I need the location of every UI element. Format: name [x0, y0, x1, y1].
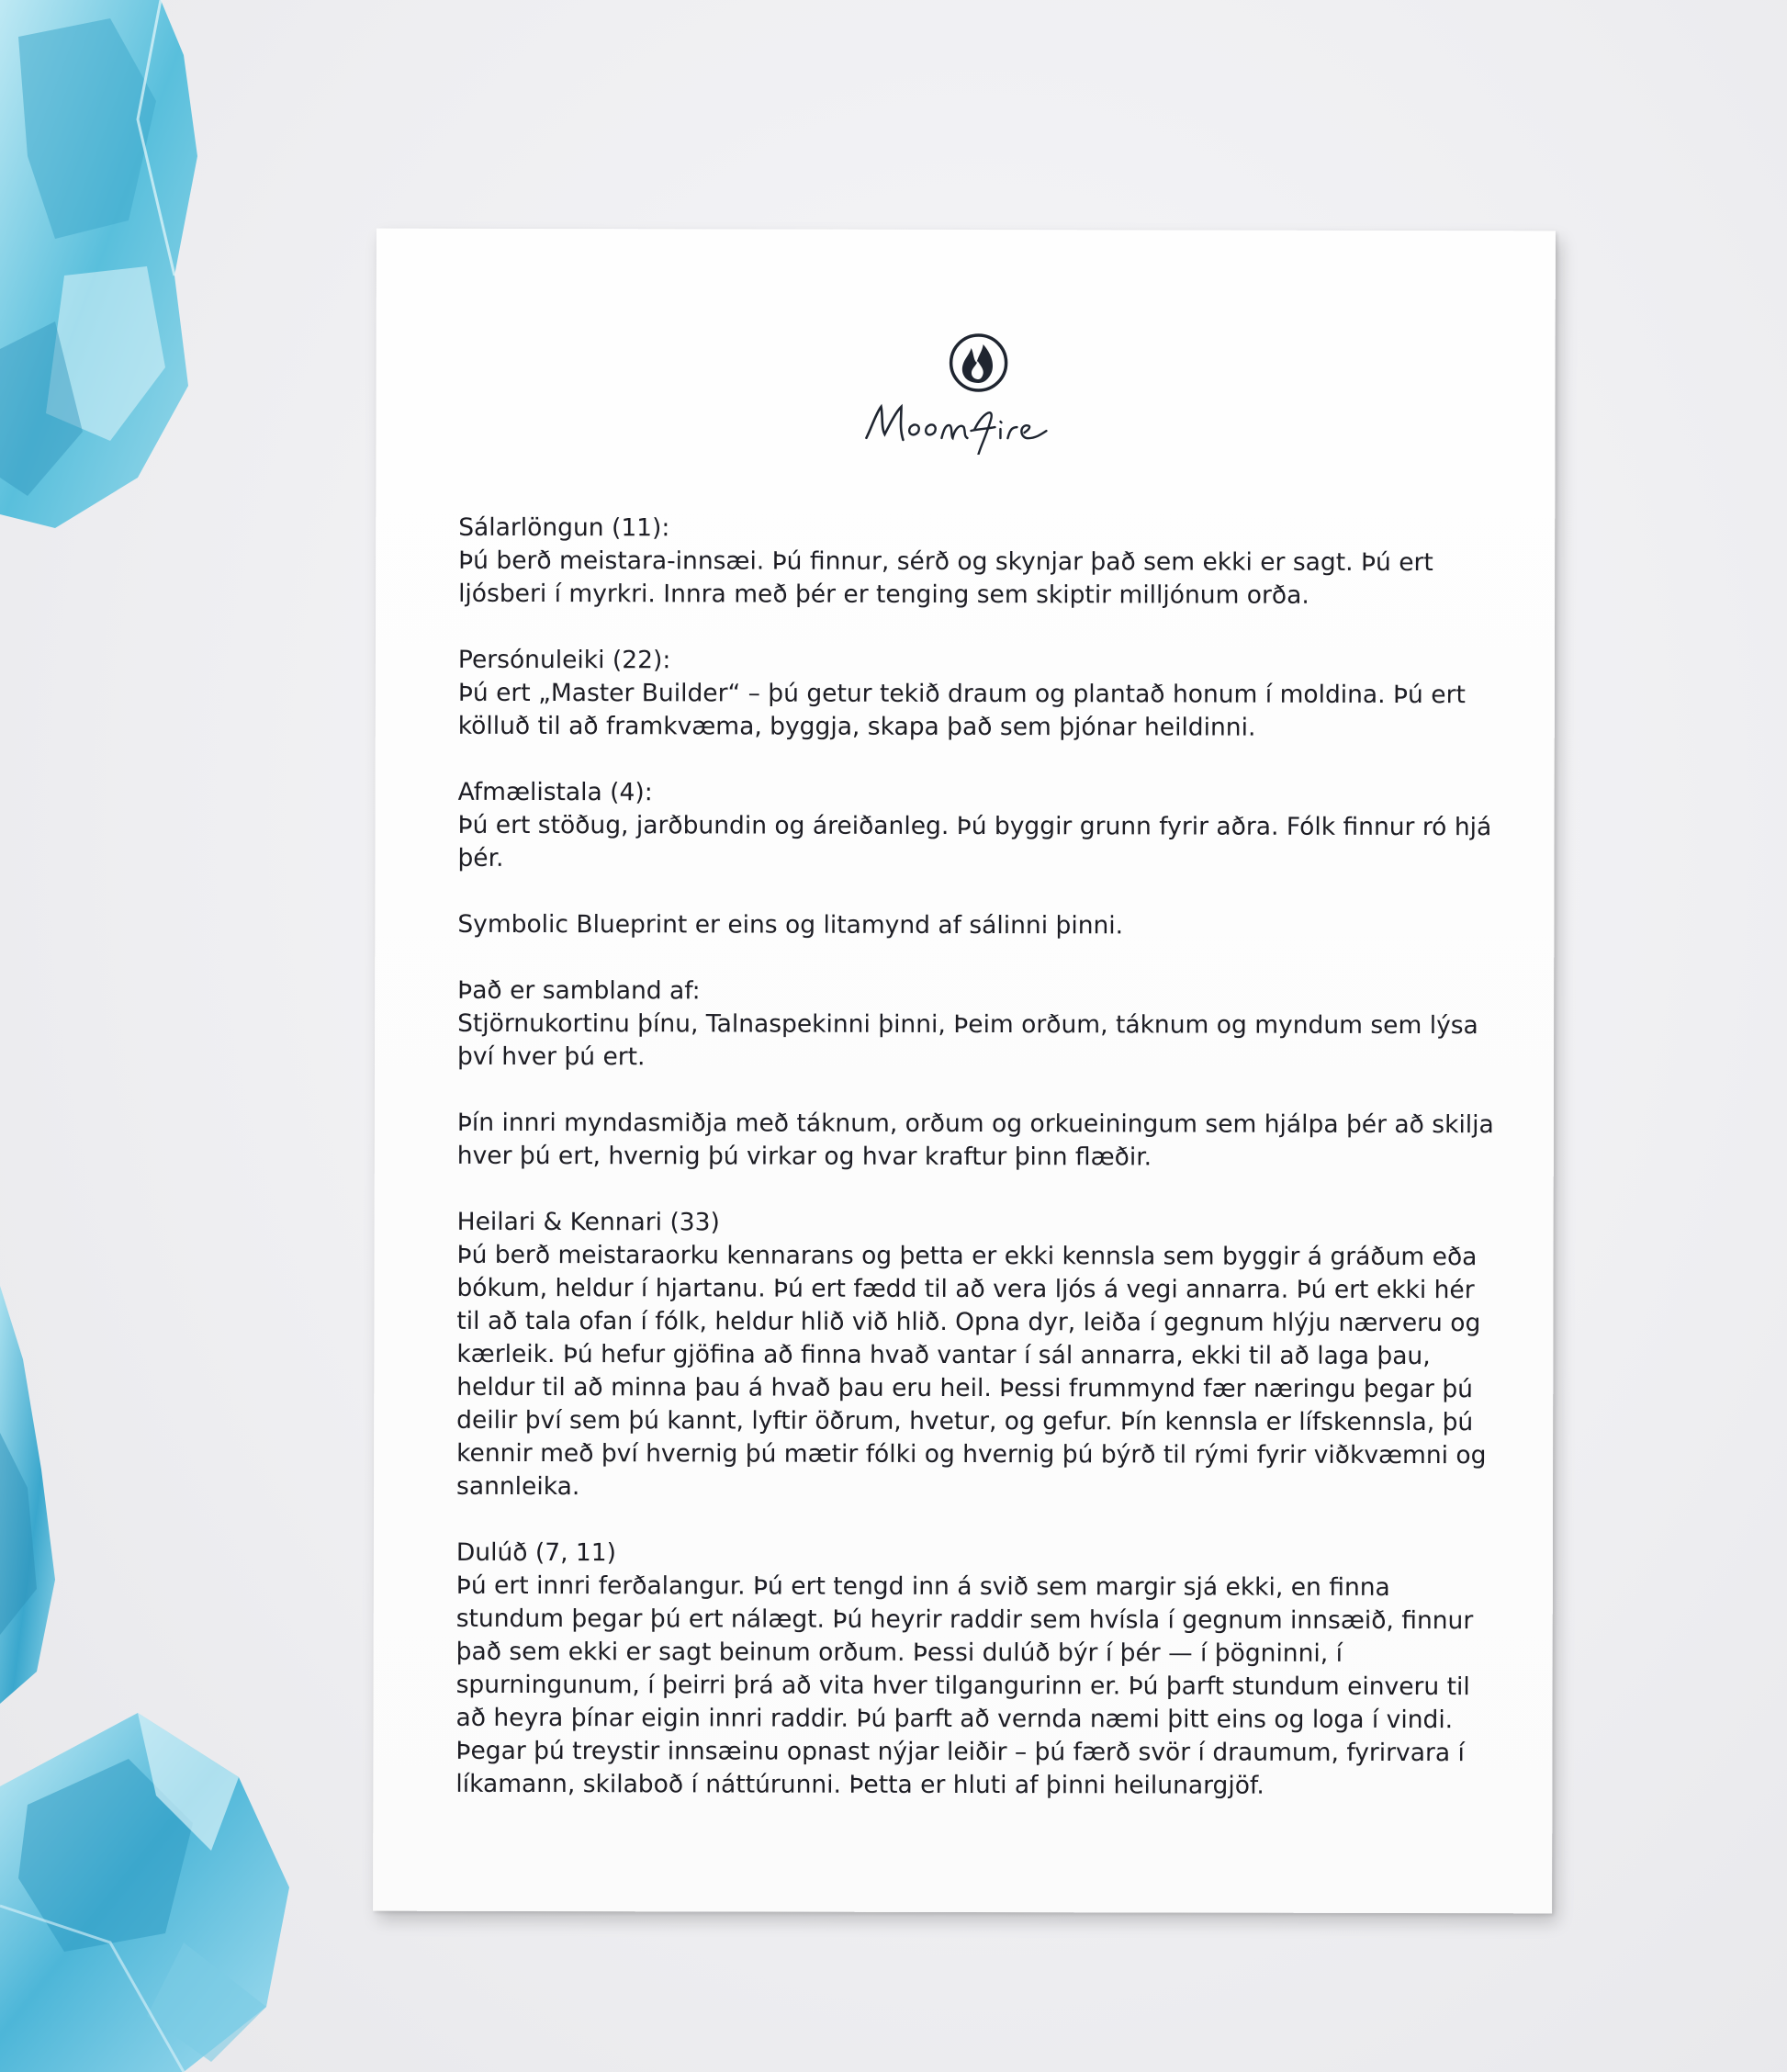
section-heading: Afmælistala (4): — [457, 777, 653, 807]
section-text: Symbolic Blueprint er eins og litamynd af sálinni þinni. — [457, 909, 1124, 940]
section-heading: Persónuleiki (22): — [457, 645, 671, 675]
section-heading: Heilari & Kennari (33) — [456, 1207, 720, 1237]
crystal-top-left — [0, 0, 211, 542]
section-text: Stjörnukortinu þínu, Talnaspekinni þinni, Þeim orðum, táknum og myndum sem lýsa því hver þú ert. — [456, 1008, 1478, 1072]
section-heading: Dulúð (7, 11) — [455, 1537, 617, 1568]
document-page — [373, 229, 1556, 1914]
moonfire-logo — [862, 326, 1083, 456]
section-text: Þú berð meistaraorku kennarans og þetta er ekki kennsla sem byggir á gráðum eða bókum, heldur í hjartanu. Þú ert fædd til að vera ljós á vegi annarra. Þú ert ekki hér til að tala ofan í fólk, heldur hlið við hlið. Opna dyr, leiða í gegnum hlýju nærveru og kærleik. Þú hefur gjöfina að finna hvað vantar í sál annarra, ekki til að laga þau, heldur til að minna þau á hvað þau eru heil. Þessi frummynd fær næringu þegar þú deilir því sem þú kannt, lyftir öðrum, hvetur, og gefur. Þín kennsla er lífskennsla, þú kennir með því hvernig þú mætir fólki og hvernig þú býrð til rými fyrir viðkvæmni og sannleika. — [456, 1240, 1487, 1502]
section-dulud — [455, 1537, 1494, 1803]
section-salarlongun — [458, 512, 1496, 613]
section-text: Þú ert „Master Builder“ – þú getur tekið draum og plantað honum í moldina. Þú ert kölluð til að framkvæma, byggja, skapa það sem þjónar heildinni. — [457, 678, 1466, 742]
section-symbolic-blueprint — [457, 908, 1495, 943]
crystal-bottom-left — [0, 1704, 312, 2072]
section-text: Þú ert stöðug, jarðbundin og áreiðanleg. Þú byggir grunn fyrir aðra. Fólk finnur ró hjá þér. — [457, 810, 1492, 873]
section-personuleiki — [458, 644, 1496, 745]
document-body — [455, 512, 1496, 1836]
section-text: Þú berð meistara-innsæi. Þú finnur, sérð og skynjar það sem ekki er sagt. Þú ert ljósberi í myrkri. Innra með þér er tenging sem skiptir milljónum orða. — [458, 546, 1433, 610]
section-text: Þín innri myndasmiðja með táknum, orðum og orkueiningum sem hjálpa þér að skilja hver þú ert, hvernig þú virkar og hvar kraftur þinn flæðir. — [456, 1108, 1494, 1172]
section-afmaelistala — [457, 776, 1495, 877]
section-heading: Sálarlöngun (11): — [458, 512, 670, 543]
section-myndasmidja — [457, 1107, 1495, 1175]
section-text: Þú ert innri ferðalangur. Þú ert tengd inn á svið sem margir sjá ekki, en finna stundum þegar þú ert nálægt. Þú heyrir raddir sem hvísla í gegnum innsæið, finnur það sem ekki er sagt beinum orðum. Þessi dulúð býr í þér — í þögninni, í spurningunum, í þeirri þrá að vita hver tilgangurinn er. Þú þarft stundum einveru til að heyra þínar eigin innri raddir. Þú þarft að vernda næmi þitt eins og loga í vindi. Þegar þú treystir innsæinu opnast nýjar leiðir – þú færð svör í draumum, fyrirvara í líkamann, skilaboð í náttúrunni. Þetta er hluti af þinni heilunargjöf. — [455, 1571, 1474, 1800]
section-heilari-kennari — [456, 1206, 1495, 1505]
crystal-middle-left — [0, 1286, 64, 1708]
section-heading: Það er sambland af: — [457, 975, 701, 1006]
section-sambland — [457, 974, 1495, 1075]
flame-in-circle-icon — [862, 326, 1083, 456]
